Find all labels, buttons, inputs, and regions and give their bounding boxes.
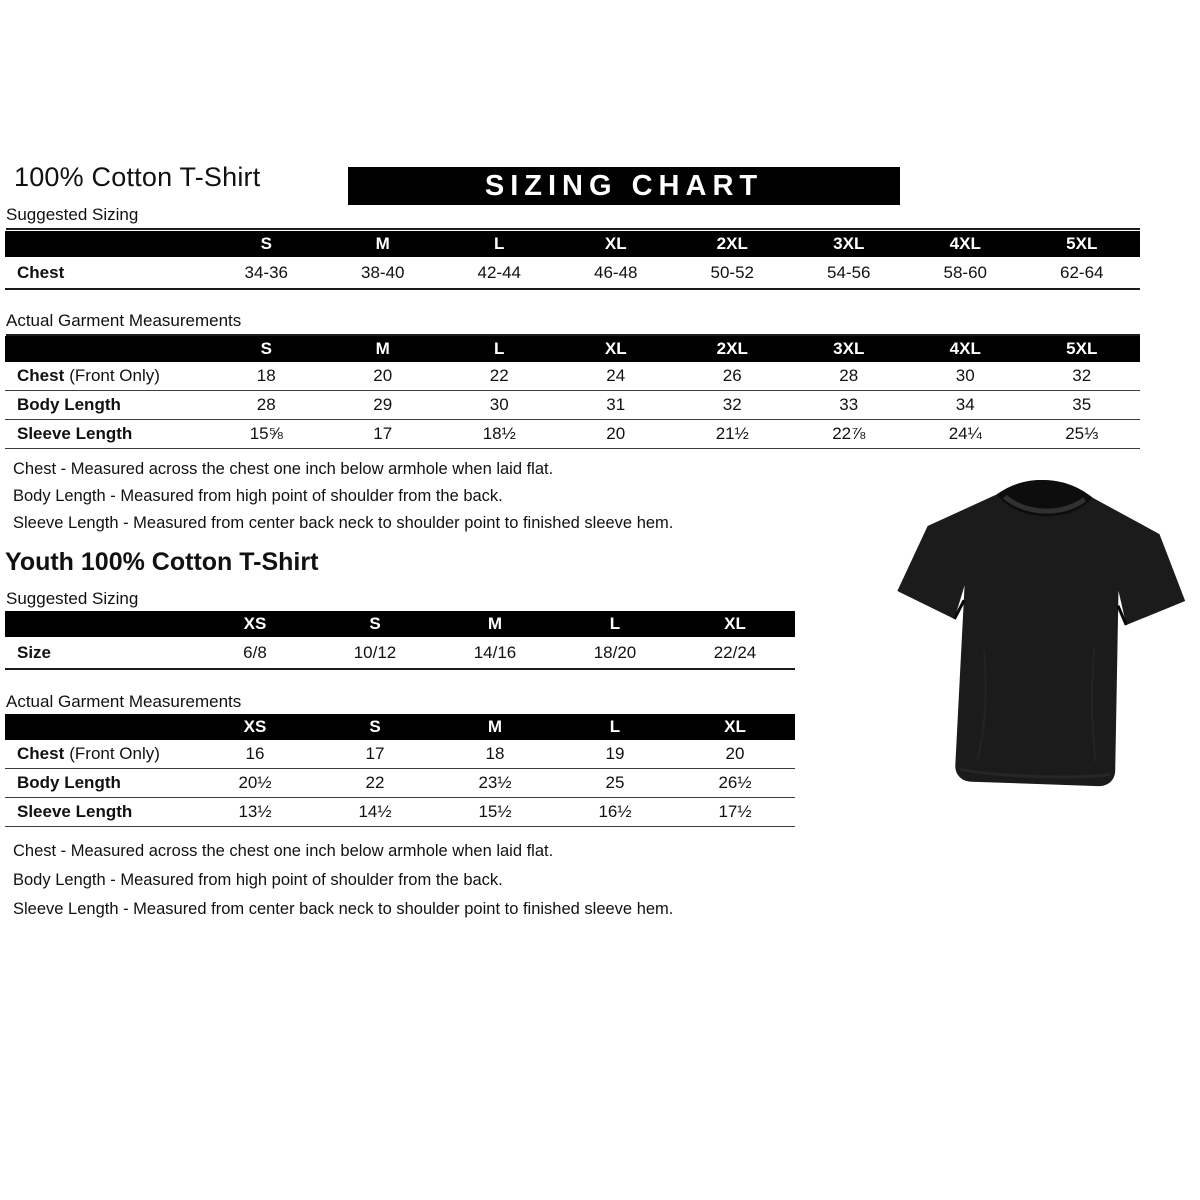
adult-measurement-notes (13, 460, 673, 541)
header-corner (5, 714, 195, 740)
column-header-xl: XL (675, 611, 795, 637)
table-cell: 20 (675, 740, 795, 769)
table-cell: 24 (558, 362, 675, 391)
column-header-m: M (435, 714, 555, 740)
table-cell: 19 (555, 740, 675, 769)
table-cell: 35 (1024, 391, 1141, 420)
table-cell: 14/16 (435, 637, 555, 670)
table-cell: 21½ (674, 420, 791, 449)
column-header-4xl: 4XL (907, 336, 1024, 362)
column-header-l: L (555, 714, 675, 740)
table-cell: 25⅓ (1024, 420, 1141, 449)
column-header-s: S (315, 611, 435, 637)
youth-suggested-sizing-table (5, 611, 795, 670)
table-cell: 18 (435, 740, 555, 769)
column-header-5xl: 5XL (1024, 336, 1141, 362)
column-header-l: L (441, 231, 558, 257)
table-cell: 24¼ (907, 420, 1024, 449)
column-header-l: L (441, 336, 558, 362)
table-cell: 18/20 (555, 637, 675, 670)
table-cell: 15½ (435, 798, 555, 827)
table-cell: 14½ (315, 798, 435, 827)
column-header-5xl: 5XL (1024, 231, 1141, 257)
adult-suggested-sizing-table (5, 231, 1140, 290)
table-cell: 20½ (195, 769, 315, 798)
column-header-m: M (325, 336, 442, 362)
column-header-xl: XL (675, 714, 795, 740)
note-chest: Chest - Measured across the chest one inch below armhole when laid flat. (13, 842, 554, 860)
note-chest: Chest - Measured across the chest one inch below armhole when laid flat. (13, 460, 554, 478)
note-sleeve-length: Sleeve Length - Measured from center back neck to shoulder point to finished sleeve hem. (13, 514, 674, 533)
table-cell: 30 (907, 362, 1024, 391)
table-cell: 28 (791, 362, 908, 391)
row-label (5, 420, 208, 449)
table-cell: 54-56 (791, 257, 908, 290)
note-body-length: Body Length - Measured from high point of shoulder from the back. (13, 871, 503, 890)
column-header-2xl: 2XL (674, 336, 791, 362)
header-corner (5, 611, 195, 637)
table-cell: 26½ (675, 769, 795, 798)
column-header-m: M (435, 611, 555, 637)
column-header-3xl: 3XL (791, 231, 908, 257)
table-cell: 34 (907, 391, 1024, 420)
table-cell: 17 (325, 420, 442, 449)
table-cell: 50-52 (674, 257, 791, 290)
table-cell: 22⅞ (791, 420, 908, 449)
table-cell: 32 (1024, 362, 1141, 391)
row-label (5, 740, 195, 769)
youth-actual-measurements-label: Actual Garment Measurements (6, 692, 795, 717)
note-sleeve-length: Sleeve Length - Measured from center back neck to shoulder point to finished sleeve hem. (13, 900, 674, 919)
youth-suggested-sizing-label: Suggested Sizing (6, 589, 795, 614)
table-cell: 16½ (555, 798, 675, 827)
table-cell: 18 (208, 362, 325, 391)
table-cell: 58-60 (907, 257, 1024, 290)
black-tshirt-image (890, 472, 1190, 822)
table-cell: 17½ (675, 798, 795, 827)
sizing-chart-banner: SIZING CHART (348, 167, 900, 205)
note-body-length: Body Length - Measured from high point of shoulder from the back. (13, 487, 503, 506)
table-cell: 6/8 (195, 637, 315, 670)
table-cell: 30 (441, 391, 558, 420)
table-cell: 38-40 (325, 257, 442, 290)
row-label (5, 637, 195, 670)
table-cell: 42-44 (441, 257, 558, 290)
table-cell: 46-48 (558, 257, 675, 290)
table-cell: 16 (195, 740, 315, 769)
adult-actual-measurements-label: Actual Garment Measurements (6, 311, 1140, 336)
table-cell: 22 (315, 769, 435, 798)
youth-section-title: Youth 100% Cotton T-Shirt (5, 548, 319, 576)
column-header-xl: XL (558, 336, 675, 362)
row-label-text: Chest (17, 366, 65, 385)
row-label-suffix: (Front Only) (69, 744, 160, 763)
table-cell: 15⅝ (208, 420, 325, 449)
column-header-xl: XL (558, 231, 675, 257)
table-cell: 20 (558, 420, 675, 449)
header-corner (5, 336, 208, 362)
row-label-suffix: (Front Only) (69, 366, 160, 385)
adult-actual-measurements-table (5, 336, 1140, 449)
table-cell: 28 (208, 391, 325, 420)
row-label (5, 798, 195, 827)
column-header-l: L (555, 611, 675, 637)
row-label (5, 362, 208, 391)
table-cell: 25 (555, 769, 675, 798)
table-cell: 17 (315, 740, 435, 769)
row-label (5, 391, 208, 420)
column-header-xs: XS (195, 714, 315, 740)
adult-suggested-sizing-label: Suggested Sizing (6, 205, 1140, 230)
table-cell: 32 (674, 391, 791, 420)
table-cell: 23½ (435, 769, 555, 798)
column-header-m: M (325, 231, 442, 257)
row-label-text: Body Length (17, 395, 121, 414)
column-header-s: S (208, 336, 325, 362)
row-label-text: Chest (17, 262, 65, 282)
row-label-text: Sleeve Length (17, 424, 133, 443)
row-label (5, 257, 208, 290)
row-label-text: Chest (17, 744, 65, 763)
table-cell: 18½ (441, 420, 558, 449)
youth-measurement-notes (13, 842, 673, 929)
row-label-text: Body Length (17, 773, 121, 792)
adult-section-title: 100% Cotton T-Shirt (14, 162, 261, 192)
column-header-xs: XS (195, 611, 315, 637)
youth-actual-measurements-table (5, 714, 795, 827)
table-cell: 62-64 (1024, 257, 1141, 290)
column-header-2xl: 2XL (674, 231, 791, 257)
column-header-4xl: 4XL (907, 231, 1024, 257)
row-label (5, 769, 195, 798)
table-cell: 10/12 (315, 637, 435, 670)
table-cell: 20 (325, 362, 442, 391)
row-label-text: Size (17, 642, 52, 662)
column-header-s: S (315, 714, 435, 740)
table-cell: 31 (558, 391, 675, 420)
header-corner (5, 231, 208, 257)
table-cell: 34-36 (208, 257, 325, 290)
table-cell: 29 (325, 391, 442, 420)
column-header-3xl: 3XL (791, 336, 908, 362)
table-cell: 22/24 (675, 637, 795, 670)
table-cell: 13½ (195, 798, 315, 827)
table-cell: 33 (791, 391, 908, 420)
table-cell: 22 (441, 362, 558, 391)
row-label-text: Sleeve Length (17, 802, 133, 821)
table-cell: 26 (674, 362, 791, 391)
column-header-s: S (208, 231, 325, 257)
